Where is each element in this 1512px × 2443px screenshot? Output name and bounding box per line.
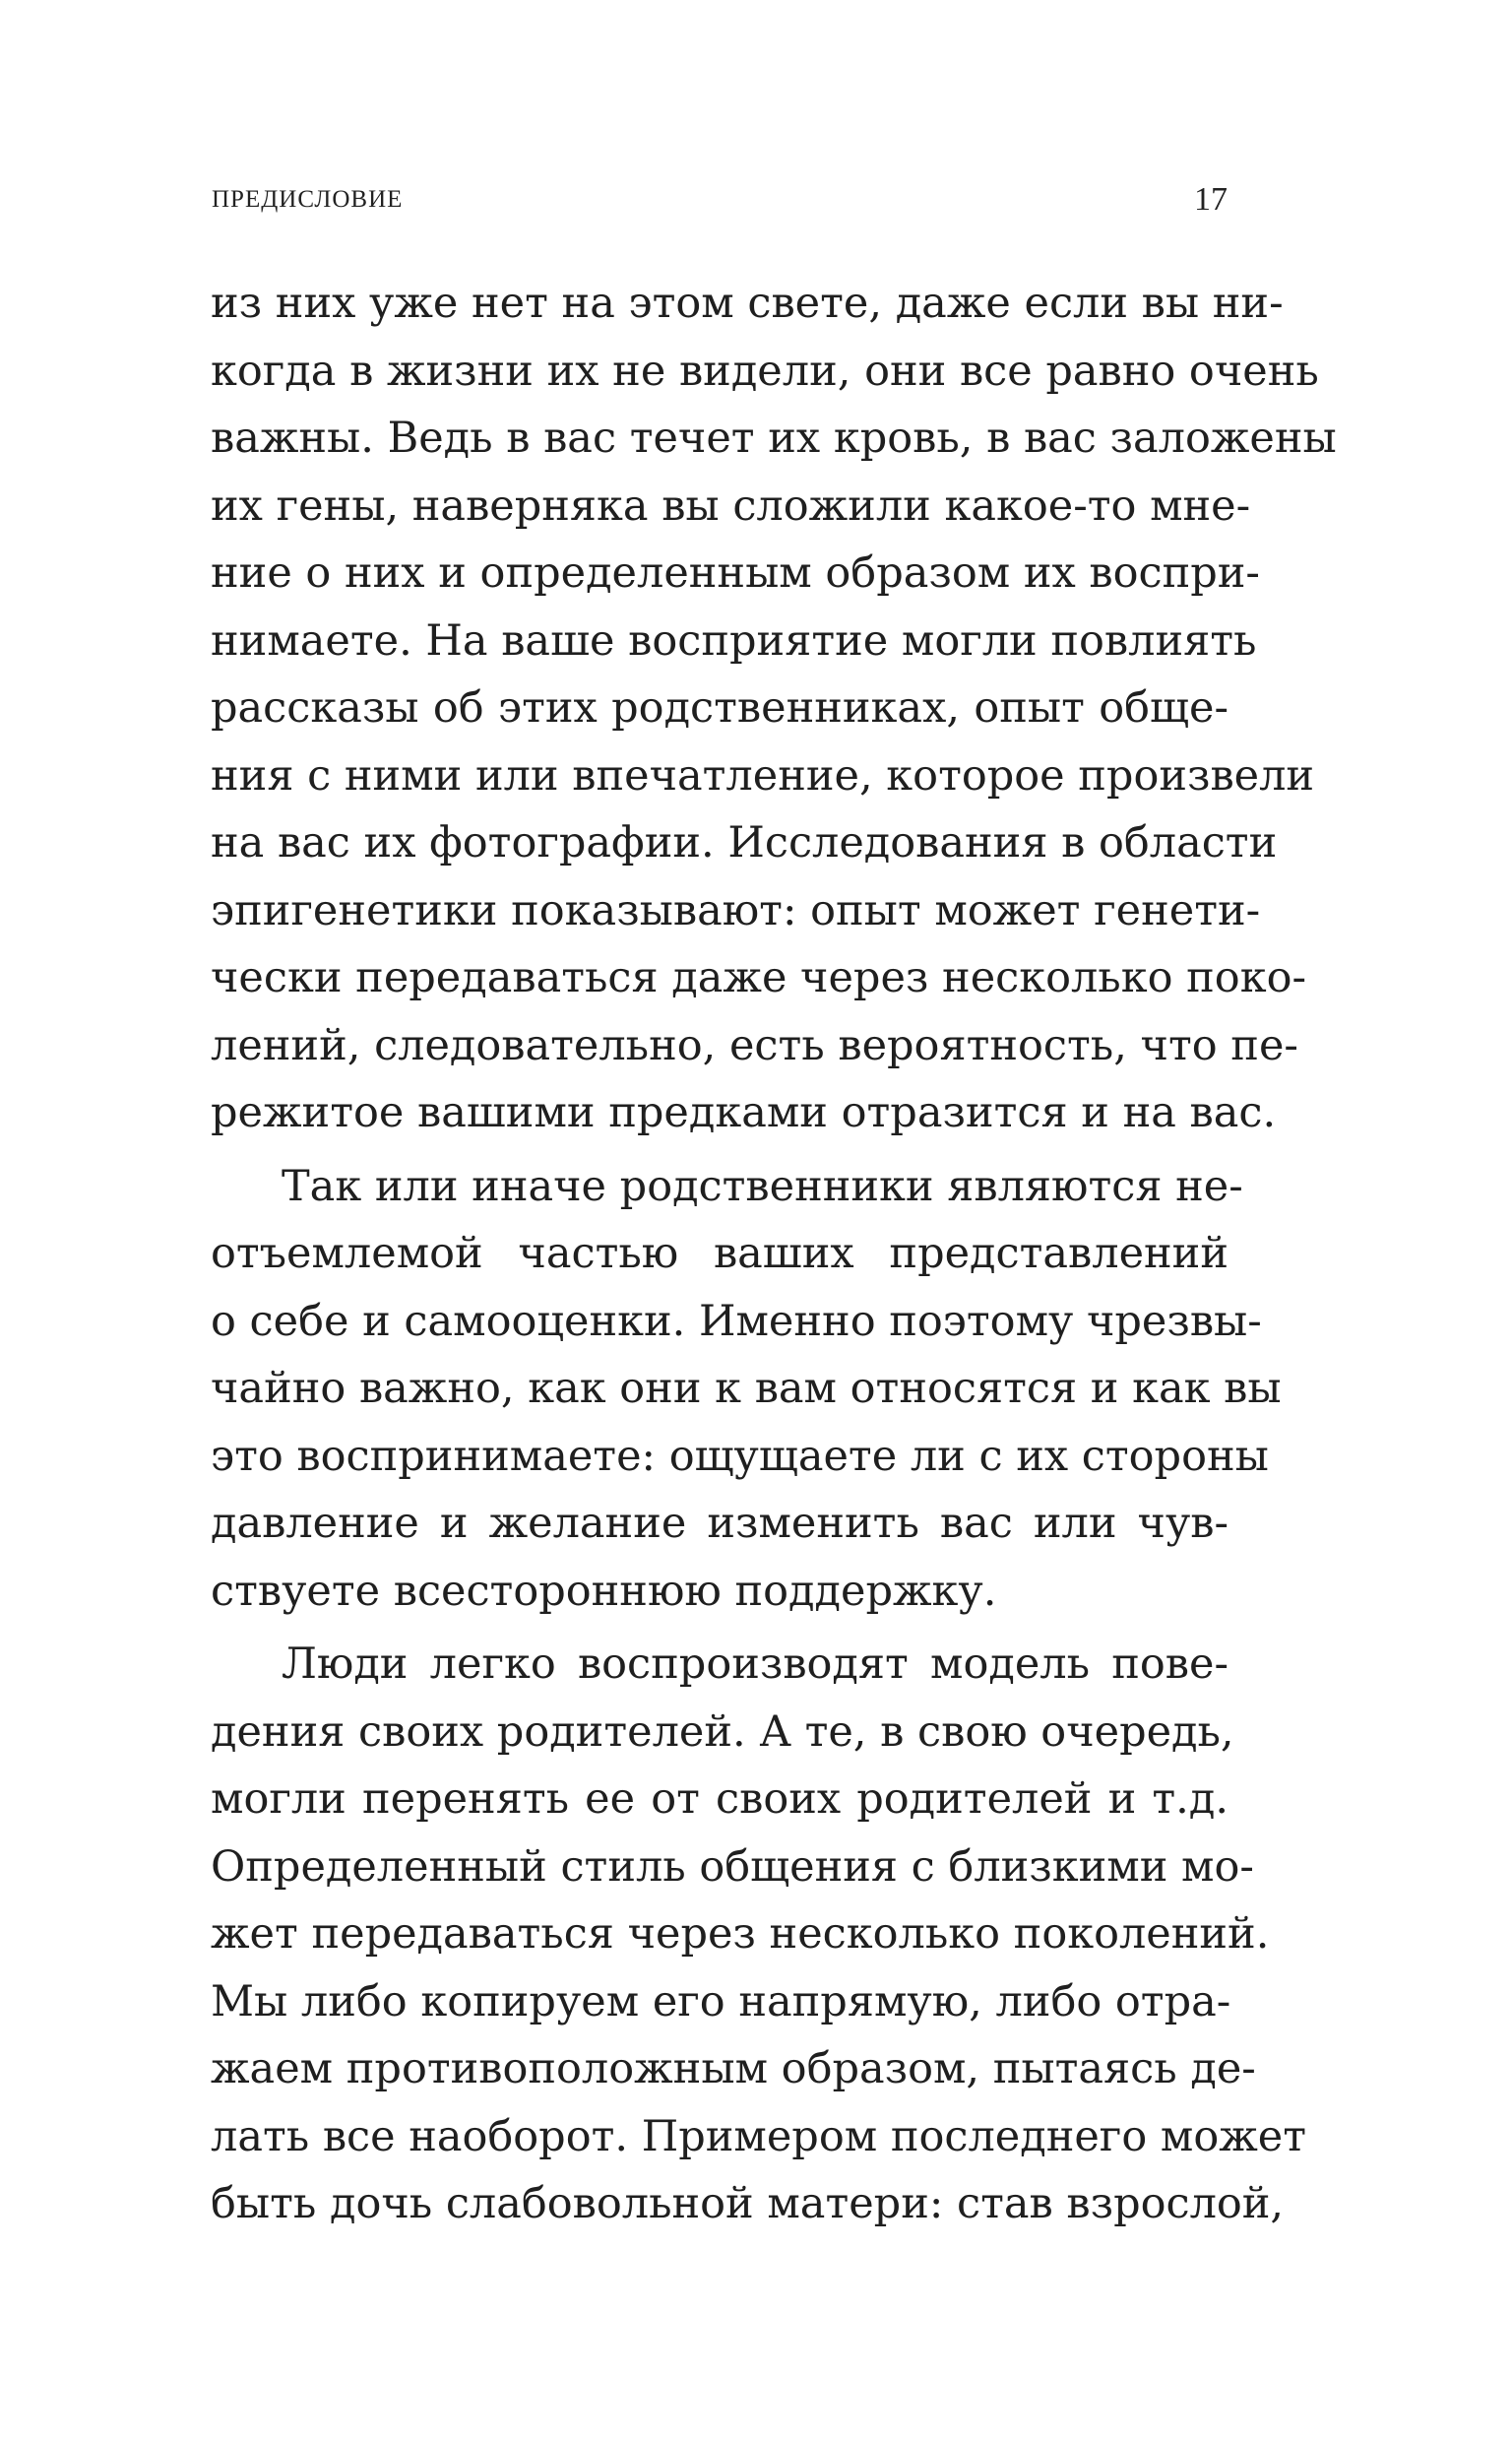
text-line: давление и желание изменить вас или чув- [211,1499,1228,1548]
paragraph-1 [211,270,1337,1147]
page-number: 17 [1194,181,1228,218]
text-line: Мы либо копируем его напрямую, либо отра- [211,1976,1231,2026]
text-line: Определенный стиль общения с близкими мо- [211,1841,1254,1892]
text-line: дения своих родителей. А те, в свою очередь, [211,1706,1234,1757]
text-line: Люди легко воспроизводят модель пове- [282,1639,1228,1689]
text-line: рассказы об этих родственниках, опыт обще- [211,683,1228,733]
text-line: их гены, наверняка вы сложили какое-то мне- [211,481,1251,531]
text-line: жаем противоположным образом, пытаясь де- [211,2044,1256,2093]
text-line: ствуете всестороннюю поддержку. [211,1566,997,1616]
text-line: ния с ними или впечатление, которое произвели [211,750,1315,801]
text-line: из них уже нет на этом свете, даже если вы ни- [211,279,1284,328]
text-line: лений, следовательно, есть вероятность, что пе- [211,1020,1298,1070]
text-line: чески передаваться даже через несколько поко- [211,953,1306,1002]
text-line: жет передаваться через несколько поколений. [211,1909,1270,1959]
text-line: могли перенять ее от своих родителей и т.д. [211,1774,1228,1824]
text-line: на вас их фотографии. Исследования в области [211,818,1278,868]
paragraph-2 [211,1153,1282,1626]
text-line: эпигенетики показывают: опыт может генети- [211,885,1261,935]
text-line: это воспринимаете: ощущаете ли с их стороны [211,1431,1269,1481]
text-line: режитое вашими предками отразится и на вас. [211,1088,1277,1137]
text-line: ние о них и определенным образом их воспри- [211,548,1260,598]
text-line: Так или иначе родственники являются не- [282,1161,1243,1211]
text-line: лать все наоборот. Примером последнего может [211,2111,1307,2161]
text-line: нимаете. На ваше восприятие могли повлиять [211,615,1257,666]
page-body [211,270,1337,2238]
text-line: важны. Ведь в вас течет их кровь, в вас заложены [211,414,1337,463]
text-line: отъемлемой частью ваших представлений [211,1229,1228,1278]
text-line: когда в жизни их не видели, они все равно очень [211,346,1319,396]
running-head: ПРЕДИСЛОВИЕ [212,186,404,213]
text-line: быть дочь слабовольной матери: став взрослой, [211,2179,1285,2228]
text-line: чайно важно, как они к вам относятся и как вы [211,1364,1282,1413]
text-line: о себе и самооценки. Именно поэтому чрезвы- [211,1296,1262,1346]
paragraph-3 [211,1631,1307,2238]
